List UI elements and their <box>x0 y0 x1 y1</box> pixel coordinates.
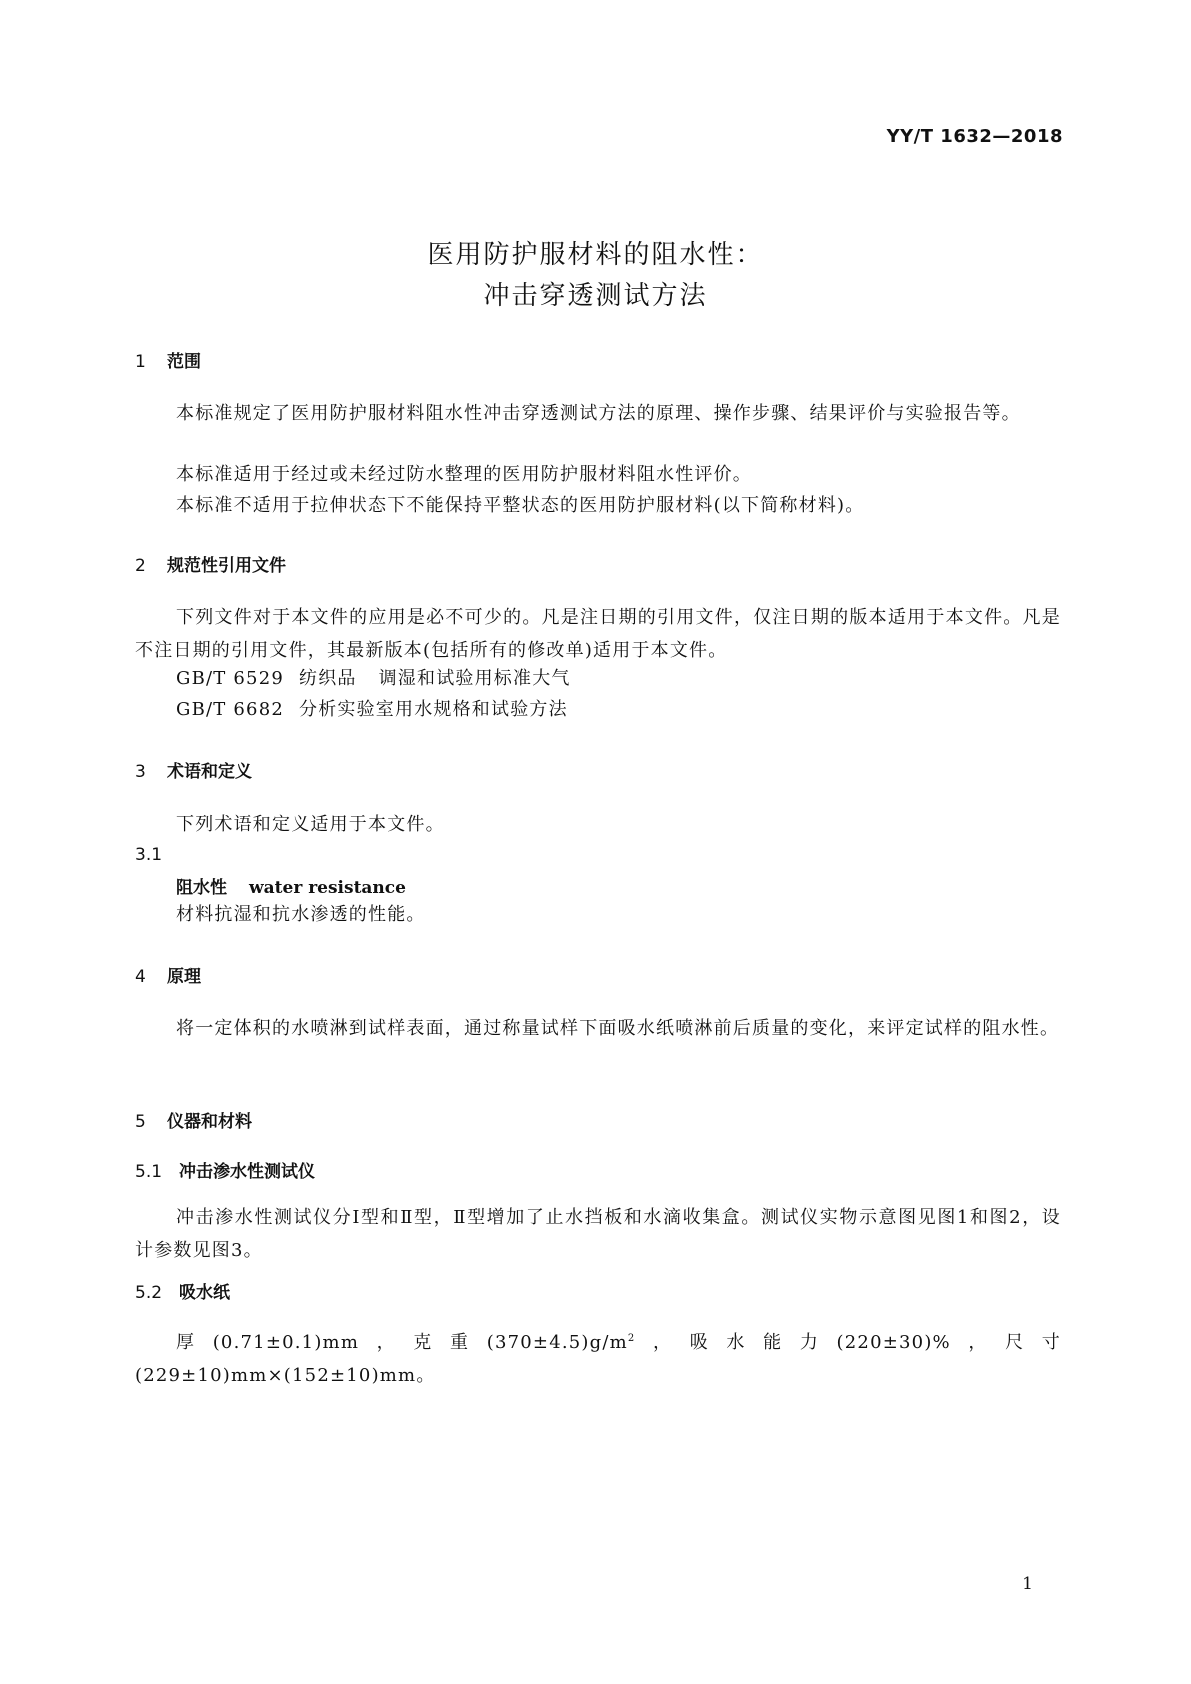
reference-title-part-1: 分析实验室用水规格和试验方法 <box>299 699 568 720</box>
section-1-paragraph-3: 本标准不适用于拉伸状态下不能保持平整状态的医用防护服材料(以下简称材料)。 <box>176 495 865 516</box>
section-3-intro: 下列术语和定义适用于本文件。 <box>176 814 445 835</box>
section-5-2-heading <box>135 1278 230 1303</box>
reference-title-part-2: 调湿和试验用标准大气 <box>378 668 571 689</box>
section-number: 5 <box>135 1112 146 1132</box>
section-5-1-heading <box>135 1157 315 1182</box>
subsection-number: 5.1 <box>135 1162 163 1182</box>
section-5-1-paragraph: 冲击渗水性测试仪分Ⅰ型和Ⅱ型，Ⅱ型增加了止水挡板和水滴收集盒。测试仪实物示意图见图1和图2，设计参数见图3。 <box>135 1207 1061 1261</box>
subsection-title: 吸水纸 <box>179 1283 230 1303</box>
term-heading <box>176 873 406 898</box>
section-5-heading <box>135 1107 252 1132</box>
term-english: water resistance <box>249 878 406 898</box>
section-2-intro: 下列文件对于本文件的应用是必不可少的。凡是注日期的引用文件，仅注日期的版本适用于本文件。凡是不注日期的引用文件，其最新版本(包括所有的修改单)适用于本文件。 <box>135 607 1061 661</box>
section-number: 4 <box>135 967 146 987</box>
section-4-paragraph: 将一定体积的水喷淋到试样表面，通过称量试样下面吸水纸喷淋前后质量的变化，来评定试样的阻水性。 <box>176 1018 1060 1039</box>
section-title: 规范性引用文件 <box>167 556 286 576</box>
reference-title-part-1: 纺织品 <box>299 668 357 689</box>
section-1-paragraph-1: 本标准规定了医用防护服材料阻水性冲击穿透测试方法的原理、操作步骤、结果评价与实验报告等。 <box>176 403 1021 424</box>
superscript-2: 2 <box>627 1333 636 1344</box>
section-1-paragraph-2: 本标准适用于经过或未经过防水整理的医用防护服材料阻水性评价。 <box>176 464 752 485</box>
reference-code: GB/T 6529 <box>176 668 285 689</box>
section-title: 术语和定义 <box>167 762 252 782</box>
reference-item <box>176 662 571 695</box>
section-4-heading <box>135 962 201 987</box>
reference-code: GB/T 6682 <box>176 699 285 720</box>
section-5-2-paragraph <box>135 1322 1061 1392</box>
subsection-number: 5.2 <box>135 1283 163 1303</box>
section-2-heading <box>135 551 286 576</box>
section-3-heading <box>135 757 252 782</box>
paragraph-text-end: ，吸水能力(220±30)%，尺寸(229±10)mm×(152±10)mm。 <box>135 1332 1061 1386</box>
reference-item <box>176 693 568 726</box>
section-title: 原理 <box>167 967 201 987</box>
term-number: 3.1 <box>135 845 163 865</box>
section-1-heading <box>135 347 201 372</box>
section-number: 2 <box>135 556 146 576</box>
document-title-line-2: 冲击穿透测试方法 <box>483 281 708 311</box>
subsection-title: 冲击渗水性测试仪 <box>179 1162 315 1182</box>
section-number: 1 <box>135 352 146 372</box>
document-title-line-1: 医用防护服材料的阻水性： <box>427 240 764 270</box>
section-title: 仪器和材料 <box>167 1112 252 1132</box>
term-chinese: 阻水性 <box>176 878 227 898</box>
term-definition: 材料抗湿和抗水渗透的性能。 <box>176 904 426 925</box>
standard-number: YY/T 1632—2018 <box>886 126 1063 147</box>
section-number: 3 <box>135 762 146 782</box>
paragraph-text-start: 厚(0.71±0.1)mm，克重(370±4.5)g/m <box>176 1332 628 1353</box>
page-number: 1 <box>1022 1574 1033 1594</box>
section-title: 范围 <box>167 352 201 372</box>
